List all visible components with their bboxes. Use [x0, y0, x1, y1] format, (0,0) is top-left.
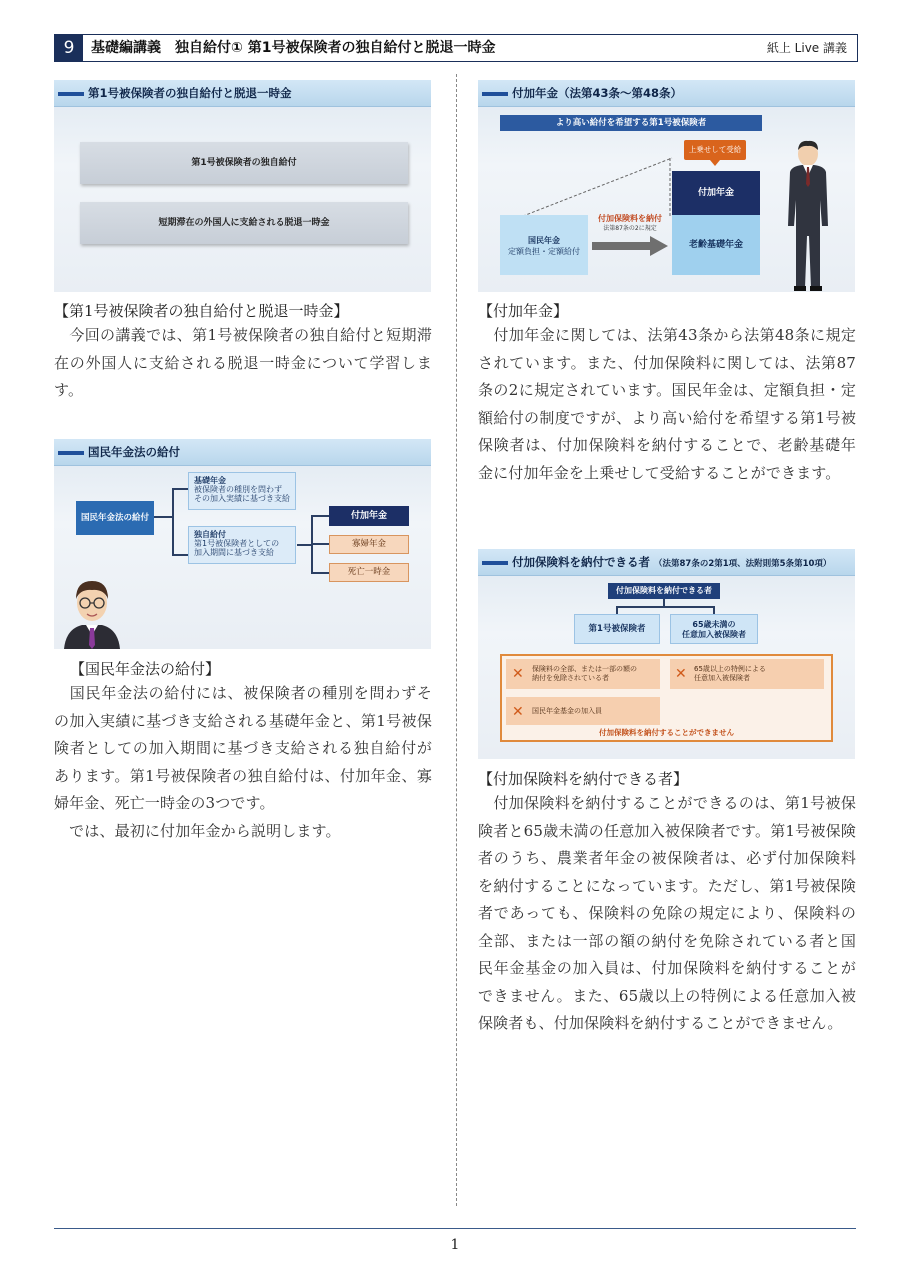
slide-title-note: （法第87条の2第1項、法附則第5条第10項） [654, 559, 832, 569]
section-heading: 【付加保険料を納付できる者】 [478, 770, 689, 788]
bottom-pension-box: 老齢基礎年金 [672, 215, 760, 275]
slide-box-independent-benefit: 第1号被保険者の独自給付 [80, 142, 408, 184]
title-bar-mark [58, 451, 84, 455]
box-title: 独自給付 [194, 530, 226, 539]
slide-title-bar [478, 80, 855, 107]
connector [311, 543, 329, 545]
column-divider [456, 74, 457, 1206]
root-box: 付加保険料を納付できる者 [608, 583, 720, 599]
connector [311, 515, 329, 517]
section-paragraph: では、最初に付加年金から説明します。 [54, 822, 341, 840]
national-pension-box [500, 215, 588, 275]
connector [616, 606, 618, 614]
section-paragraph: 今回の講義では、第1号被保険者の独自給付と短期滞在の外国人に支給される脱退一時金について学習します。 [54, 326, 432, 399]
slide-title: 国民年金法の給付 [88, 445, 180, 459]
slide-additional-pension [478, 80, 855, 292]
chapter-number: 9 [55, 35, 83, 61]
right-arrow-icon [592, 235, 668, 257]
connector [297, 544, 311, 546]
box-title: 基礎年金 [194, 476, 226, 485]
excluded-item: 国民年金基金の加入員 [506, 697, 660, 725]
section-heading: 【第1号被保険者の独自給付と脱退一時金】 [54, 302, 349, 320]
panel-footer: 付加保険料を納付することができません [599, 728, 734, 737]
independent-benefit-box [188, 526, 296, 564]
cross-icon: ✕ [512, 666, 524, 682]
connector [713, 606, 715, 614]
page-number: 1 [450, 1237, 460, 1253]
box-subtitle: 定額負担・定額給付 [508, 247, 580, 256]
cross-icon: ✕ [675, 666, 687, 682]
leaf-death-lump-sum: 死亡一時金 [329, 563, 409, 582]
slide-banner: より高い給付を希望する第1号被保険者 [500, 115, 762, 131]
slide-title-main: 付加保険料を納付できる者 [512, 555, 650, 569]
title-bar-mark [482, 561, 508, 565]
slide-national-pension-benefits [54, 439, 431, 649]
title-bar-mark [482, 92, 508, 96]
leaf-widow-pension: 寡婦年金 [329, 535, 409, 554]
section-paragraph: 付加年金に関しては、法第43条から法第48条に規定されています。また、付加保険料に関しては、法第87条の2に規定されています。国民年金は、定額負担・定額給付の制度ですが、より高い給付を希望する第1号被保険者は、付加保険料を納付することで、老齢基礎年金に付加年金を上乗せして受給することができます。 [478, 326, 856, 482]
lecturer-avatar-icon [60, 573, 124, 649]
section-heading: 【付加年金】 [478, 302, 569, 320]
box-subtitle: 被保険者の種別を問わず その加入実績に基づき支給 [194, 485, 290, 503]
slide-title-bar [478, 549, 855, 576]
slide-title [512, 549, 831, 575]
page-title: 基礎編講義 独自給付① 第1号被保険者の独自給付と脱退一時金 [91, 40, 496, 56]
cross-icon: ✕ [512, 704, 524, 720]
connector [154, 516, 172, 518]
excluded-item: 保険料の全部、または一部の額の 納付を免除されている者 [506, 659, 660, 689]
section-paragraph: 国民年金法の給付には、被保険者の種別を問わずその加入実績に基づき支給される基礎年金と、第1号被保険者としての加入期間に基づき支給される独自給付があります。第1号被保険者の独自給付は、付加年金、寡婦年金、死亡一時金の3つです。 [54, 684, 432, 812]
section-heading: 【国民年金法の給付】 [70, 660, 221, 678]
slide-title: 付加年金（法第43条～第48条） [512, 86, 683, 100]
box-title: 国民年金 [528, 236, 560, 245]
arrow-label: 付加保険料を納付 [598, 214, 662, 223]
slide-title: 第1号被保険者の独自給付と脱退一時金 [88, 86, 292, 100]
top-pension-box: 付加年金 [672, 171, 760, 215]
connector [172, 554, 188, 556]
leaf-additional-pension: 付加年金 [329, 506, 409, 526]
callout-tail [710, 160, 720, 166]
root-box: 国民年金法の給付 [76, 501, 154, 535]
slide-title-bar [54, 80, 431, 107]
slide-who-can-pay [478, 549, 855, 759]
slide-title-bar [54, 439, 431, 466]
callout-box: 上乗せして受給 [684, 140, 746, 160]
basic-pension-box [188, 472, 296, 510]
arrow-sublabel: 法第87条の2に規定 [603, 225, 657, 232]
excluded-item: 65歳以上の特例による 任意加入被保険者 [670, 659, 824, 689]
dashed-guide [518, 140, 678, 220]
slide-box-lump-sum: 短期滞在の外国人に支給される脱退一時金 [80, 202, 408, 244]
footer-rule [54, 1228, 856, 1229]
page-header [54, 34, 858, 62]
child-first-insured: 第1号被保険者 [574, 614, 660, 644]
connector [172, 488, 188, 490]
connector [172, 488, 174, 556]
policyholder-figure-icon [782, 140, 834, 292]
connector [311, 572, 329, 574]
child-voluntary-insured: 65歳未満の 任意加入被保険者 [670, 614, 758, 644]
slide-independent-benefits [54, 80, 431, 292]
title-bar-mark [58, 92, 84, 96]
series-label: 紙上 Live 講義 [766, 41, 847, 55]
section-paragraph: 付加保険料を納付することができるのは、第1号被保険者と65歳未満の任意加入被保険者です。第1号被保険者のうち、農業者年金の被保険者は、必ず付加保険料を納付することになっています。ただし、第1号被保険者であっても、保険料の免除の規定により、保険料の全部、または一部の額の納付を免除されている者と国民年金基金の加入員は、付加保険料を納付することができません。また、65歳以上の特例による任意加入被保険者も、付加保険料を納付することができません。 [478, 794, 856, 1032]
connector [616, 606, 714, 608]
box-subtitle: 第1号被保険者としての 加入期間に基づき支給 [194, 539, 280, 557]
